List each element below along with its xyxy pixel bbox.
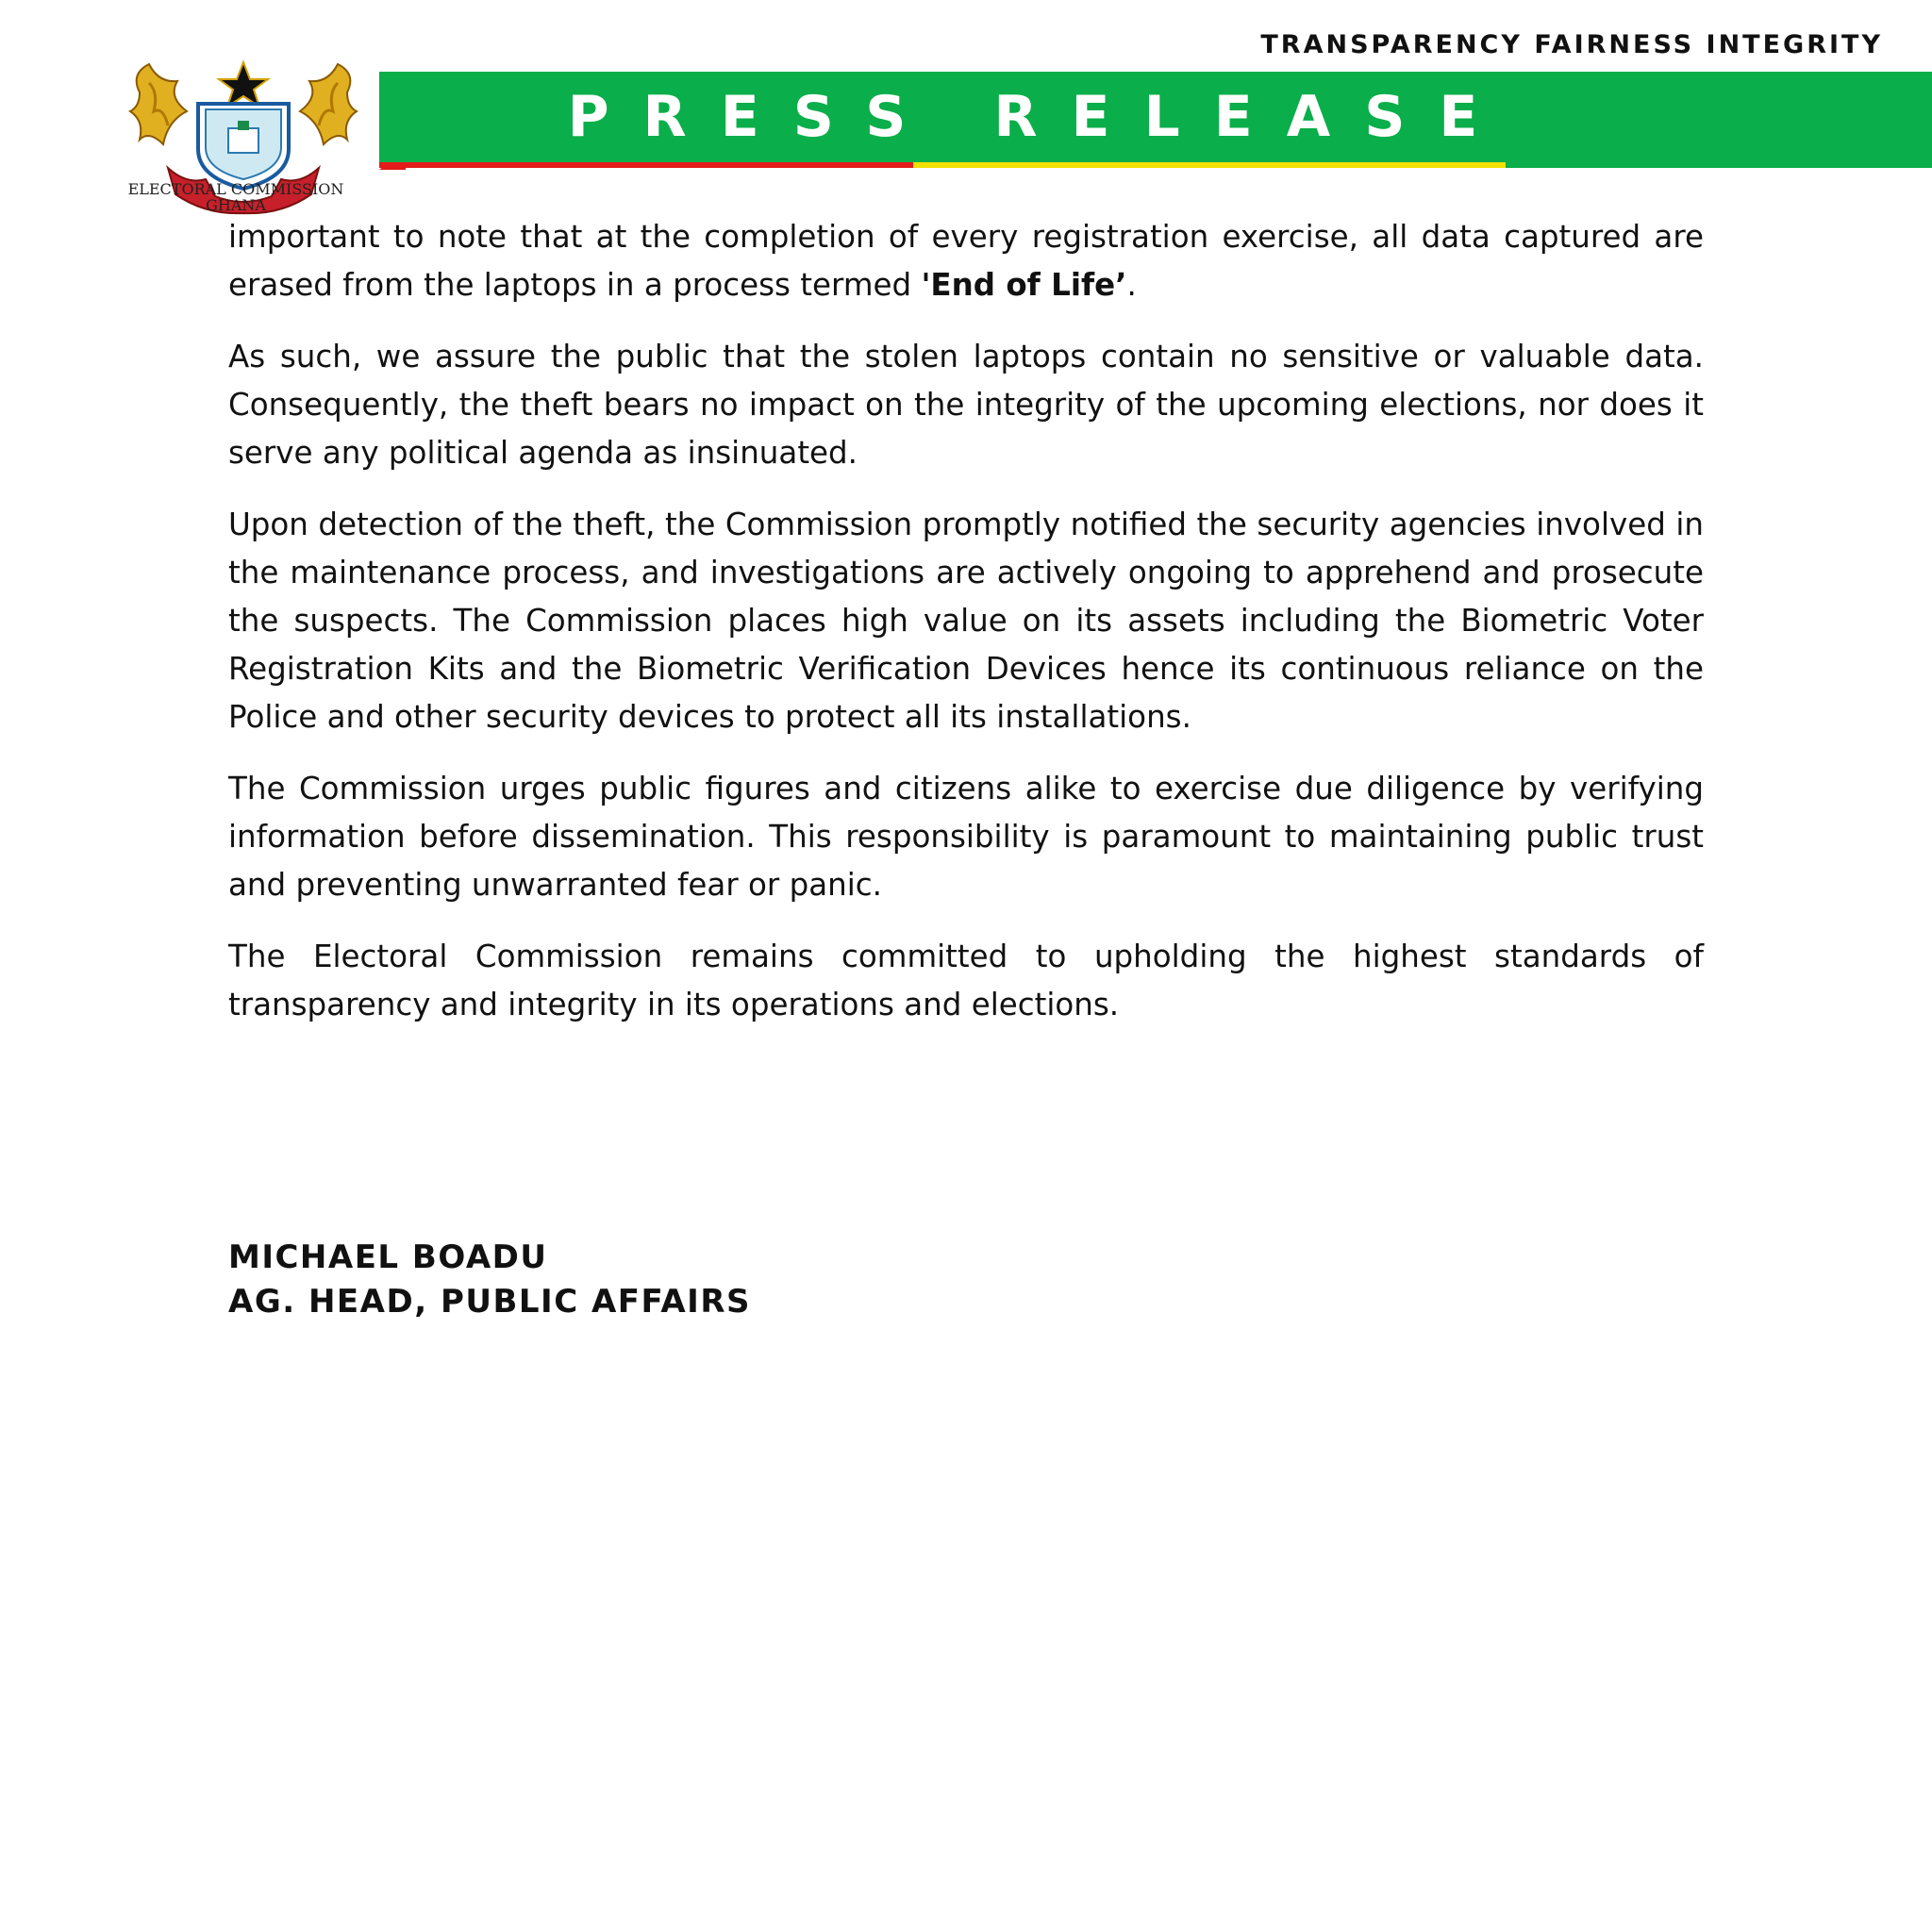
body-paragraph-1 xyxy=(228,213,1704,309)
body-paragraph-1-text: important to note that at the completion of every registration exercise, all data captured are erased from the laptops in a process termed xyxy=(228,219,1704,303)
signatory-title: AG. HEAD, PUBLIC AFFAIRS xyxy=(228,1283,751,1321)
body-paragraph-5: The Electoral Commission remains committed to upholding the highest standards of transparency and integrity in its operations and elections. xyxy=(228,939,1704,1022)
body-paragraph-2: As such, we assure the public that the stolen laptops contain no sensitive or valuable data. Consequently, the theft bears no impact on the integrity of the upcoming elections, nor does it serve any political agenda as insinuated. xyxy=(228,339,1704,471)
banner-stripe-red xyxy=(379,162,913,168)
logo-caption-line2: GHANA xyxy=(206,196,266,214)
banner-stripe-yellow xyxy=(913,162,1506,168)
banner-stripe-green xyxy=(1506,162,1932,168)
press-release-body xyxy=(228,213,1704,1053)
logo-caption-line1: ELECTORAL COMMISSION xyxy=(127,180,344,198)
end-of-life-term: 'End of Life’ xyxy=(921,267,1127,303)
body-paragraph-4: The Commission urges public figures and citizens alike to exercise due diligence by verifying information before dissemination. This responsibility is paramount to maintaining public trust and preventing unwarranted fear or panic. xyxy=(228,771,1704,903)
signatory-name: MICHAEL BOADU xyxy=(228,1238,548,1276)
body-paragraph-1-end: . xyxy=(1126,267,1137,303)
logo-caption xyxy=(94,181,377,213)
signature-block xyxy=(228,1236,751,1324)
header-tagline: TRANSPARENCY FAIRNESS INTEGRITY xyxy=(1260,30,1883,59)
page-title: PRESS RELEASE xyxy=(567,84,1512,150)
body-paragraph-3: Upon detection of the theft, the Commission promptly notified the security agencies involved in the maintenance process, and investigations are actively ongoing to apprehend and prosecute the suspects. The Commission places high value on its assets including the Biometric Voter Registration Kits and the Biometric Verification Devices hence its continuous reliance on the Police and other security devices to protect all its installations. xyxy=(228,507,1704,735)
